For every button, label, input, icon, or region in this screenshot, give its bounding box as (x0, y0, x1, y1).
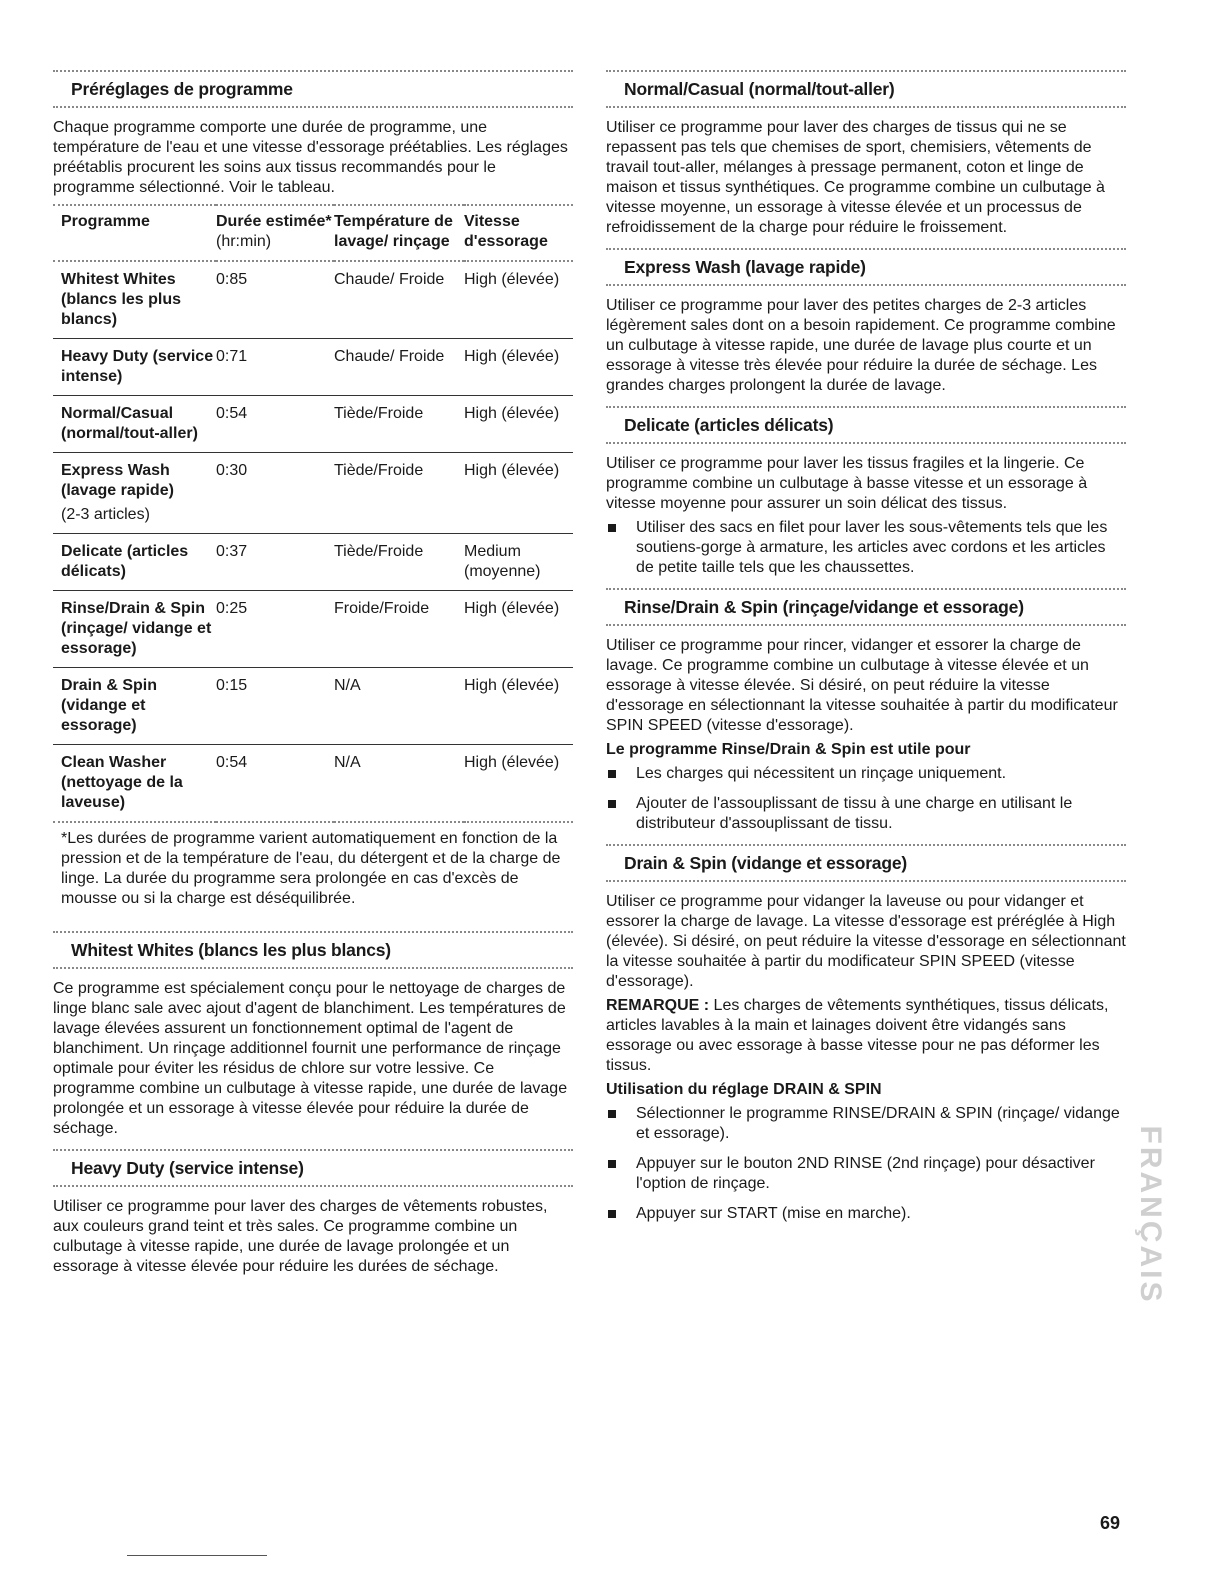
drain-body: Utiliser ce programme pour vidanger la laveuse ou pour vidanger et essorer la charge de lavage. La vitesse d'essorage est préréglée à High (élevée). Si désiré, on peut réduire la vitesse d'essorage en sélectionnant la vitesse souhaitée à partir du modificateur SPIN SPEED (vitesse d'essorage). (606, 893, 1126, 990)
program-duration: 0:54 (216, 405, 248, 422)
program-temperature: Froide/Froide (334, 600, 430, 617)
heavy-body: Utiliser ce programme pour laver des charges de vêtements robustes, aux couleurs grand teint et très sales. Ce programme combine un culbutage à vitesse rapide, une durée de lavage prolongée et un essorage à vitesse élevée pour réduire les durées de séchage. (53, 1198, 548, 1275)
program-duration: 0:25 (216, 600, 248, 617)
program-temperature: Tiède/Froide (334, 462, 424, 479)
drain-heading (606, 844, 1126, 882)
whitest-title: Whitest Whites (blancs les plus blancs) (71, 940, 391, 960)
remark-text: Les charges de vêtements synthétiques, tissus délicats, articles lavables à la main et lainages doivent être vidangés sans essorage ou avec essorage à basse vitesse pour ne pas déformer les tissus. (606, 997, 1109, 1074)
header-spin: Vitesse d'essorage (464, 213, 548, 250)
normal-body: Utiliser ce programme pour laver des charges de tissus qui ne se repassent pas tels que chemises de sport, chemisiers, vêtements de travail tout-aller, mélanges à pressage permanent, coton et linge de maison et tissus synthétiques. Ce programme combine un culbutage à vitesse moyenne, un essorage à vitesse élevée et un processus de refroidissement de la charge pour réduire le froissement. (606, 119, 1105, 236)
heavy-heading (53, 1149, 573, 1187)
remark-label: REMARQUE : (606, 997, 710, 1014)
express-section (606, 248, 1126, 396)
heavy-section (53, 1149, 573, 1277)
program-spin: High (élevée) (464, 348, 560, 365)
delicate-title: Delicate (articles délicats) (624, 415, 834, 435)
program-name: Whitest Whites (blancs les plus blancs) (61, 271, 182, 328)
program-spin: High (élevée) (464, 754, 560, 771)
table-row (53, 453, 573, 534)
delicate-heading (606, 406, 1126, 444)
drain-section (606, 844, 1126, 1224)
program-spin: High (élevée) (464, 600, 560, 617)
header-duration-label: Durée estimée* (216, 213, 332, 230)
normal-section (606, 70, 1126, 238)
drain-remark (606, 996, 1126, 1076)
program-cell (53, 453, 216, 534)
left-column (53, 70, 573, 1287)
list-item: Sélectionner le programme RINSE/DRAIN & SPIN (rinçage/ vidange et essorage). (606, 1104, 1126, 1144)
program-name: Express Wash (lavage rapide) (61, 462, 174, 499)
program-spin: Medium (moyenne) (464, 543, 541, 580)
program-duration: 0:37 (216, 543, 248, 560)
whitest-body: Ce programme est spécialement conçu pour le nettoyage de charges de linge blanc sale avec ajout d'agent de blanchiment. Les températures de lavage élevées assurent un fonctionnement optimal de l'agent de blanchiment. Un rinçage additionnel fournit une performance de rinçage optimale pour éviter les résidus de chlore sur votre lessive. Ce programme combine un culbutage à vitesse rapide, une durée de lavage prolongée et un essorage à vitesse élevée pour réduire la durée de séchage. (53, 980, 568, 1137)
program-duration: 0:54 (216, 754, 248, 771)
presets-title: Préréglages de programme (71, 79, 293, 99)
express-body: Utiliser ce programme pour laver des petites charges de 2-3 articles légèrement sales dont on a besoin rapidement. Ce programme combine un culbutage à vitesse rapide, une durée de lavage plus courte et un essorage à vitesse très élevée pour réduire la durée de séchage. Les grandes charges prolongent la durée de lavage. (606, 297, 1116, 394)
delicate-bullets (606, 518, 1126, 578)
presets-intro: Chaque programme comporte une durée de programme, une température de l'eau et une vitesse d'essorage préétablies. Les réglages préétablis procurent les soins aux tissus recommandés pour le programme sélectionné. Voir le tableau. (53, 119, 568, 196)
language-side-label (1134, 1070, 1167, 1360)
rinse-useful-title: Le programme Rinse/Drain & Spin est utile pour (606, 741, 971, 758)
program-spin: High (élevée) (464, 405, 560, 422)
header-program: Programme (61, 213, 150, 230)
list-item: Utiliser des sacs en filet pour laver les sous-vêtements tels que les soutiens-gorge à armature, les articles avec cordons et les articles de petite taille tels que les chaussettes. (606, 518, 1126, 578)
table-row (53, 261, 573, 339)
presets-section (53, 70, 573, 909)
program-spin: High (élevée) (464, 462, 560, 479)
table-row (53, 745, 573, 823)
program-temperature: Chaude/ Froide (334, 271, 445, 288)
side-label-text: FRANÇAIS (1134, 1125, 1167, 1305)
whitest-heading (53, 931, 573, 969)
program-name: Clean Washer (nettoyage de la laveuse) (61, 754, 183, 811)
delicate-body: Utiliser ce programme pour laver les tissus fragiles et la lingerie. Ce programme combine un culbutage à basse vitesse et un essorage à vitesse moyenne pour assurer un soin délicat des tissus. (606, 455, 1088, 512)
table-footnote: *Les durées de programme varient automatiquement en fonction de la pression et de la température de l'eau, du détergent et de la charge de linge. La durée du programme sera prolongée en cas d'excès de mousse ou si la charge est déséquilibrée. (61, 830, 561, 907)
drain-usage-title: Utilisation du réglage DRAIN & SPIN (606, 1081, 882, 1098)
bottom-rule (127, 1555, 267, 1556)
program-name: Drain & Spin (vidange et essorage) (61, 677, 158, 734)
table-row (53, 339, 573, 396)
delicate-section (606, 406, 1126, 578)
express-title: Express Wash (lavage rapide) (624, 257, 866, 277)
whitest-section (53, 931, 573, 1139)
header-temperature: Température de lavage/ rinçage (334, 213, 453, 250)
list-item: Ajouter de l'assouplissant de tissu à une charge en utilisant le distributeur d'assouplissant de tissu. (606, 794, 1126, 834)
program-duration: 0:85 (216, 271, 248, 288)
program-temperature: N/A (334, 677, 361, 694)
presets-heading (53, 70, 573, 108)
program-duration: 0:30 (216, 462, 248, 479)
program-name: Normal/Casual (normal/tout-aller) (61, 405, 198, 442)
header-duration-unit: (hr:min) (216, 233, 272, 250)
drain-bullets (606, 1104, 1126, 1224)
header-duration (216, 205, 334, 261)
program-duration: 0:71 (216, 348, 248, 365)
table-row (53, 534, 573, 591)
list-item: Appuyer sur START (mise en marche). (606, 1204, 1126, 1224)
drain-title: Drain & Spin (vidange et essorage) (624, 853, 907, 873)
program-spin: High (élevée) (464, 677, 560, 694)
rinse-title: Rinse/Drain & Spin (rinçage/vidange et essorage) (624, 597, 1024, 617)
program-spin: High (élevée) (464, 271, 560, 288)
right-column (606, 70, 1126, 1234)
program-name: Delicate (articles délicats) (61, 543, 189, 580)
rinse-bullets (606, 764, 1126, 834)
rinse-body: Utiliser ce programme pour rincer, vidanger et essorer la charge de lavage. Ce programme combine un culbutage à vitesse élevée et un essorage à vitesse élevée. Si désiré, on peut réduire la vitesse d'essorage en sélectionnant la vitesse souhaitée à partir du modificateur SPIN SPEED (vitesse d'essorage). (606, 637, 1118, 734)
normal-title: Normal/Casual (normal/tout-aller) (624, 79, 895, 99)
express-heading (606, 248, 1126, 286)
normal-heading (606, 70, 1126, 108)
page-number: 69 (1100, 1513, 1121, 1533)
program-temperature: Chaude/ Froide (334, 348, 445, 365)
table-row (53, 591, 573, 668)
program-name: Rinse/Drain & Spin (rinçage/ vidange et essorage) (61, 600, 212, 657)
table-row (53, 396, 573, 453)
program-name: Heavy Duty (service intense) (61, 348, 214, 385)
program-temperature: Tiède/Froide (334, 543, 424, 560)
program-note: (2-3 articles) (61, 506, 150, 523)
program-duration: 0:15 (216, 677, 248, 694)
table-row (53, 668, 573, 745)
heavy-title: Heavy Duty (service intense) (71, 1158, 304, 1178)
program-temperature: N/A (334, 754, 361, 771)
program-temperature: Tiède/Froide (334, 405, 424, 422)
presets-table (53, 204, 573, 823)
list-item: Appuyer sur le bouton 2ND RINSE (2nd rinçage) pour désactiver l'option de rinçage. (606, 1154, 1126, 1194)
rinse-heading (606, 588, 1126, 626)
list-item: Les charges qui nécessitent un rinçage uniquement. (606, 764, 1126, 784)
table-header-row (53, 205, 573, 261)
rinse-section (606, 588, 1126, 834)
